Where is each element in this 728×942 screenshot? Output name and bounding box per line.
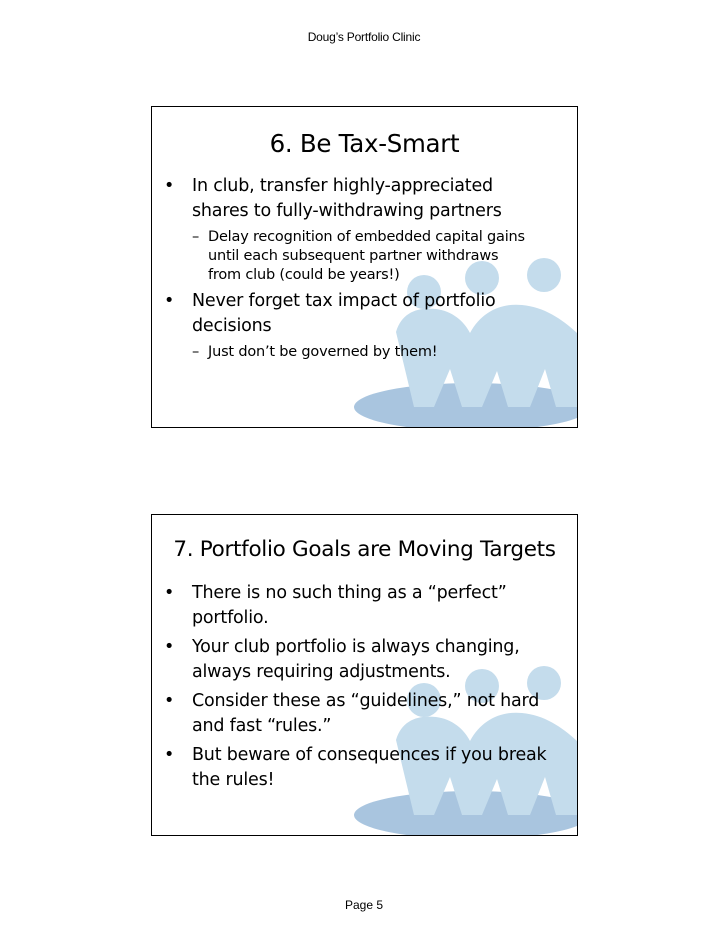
sub-bullet-line: Delay recognition of embedded capital gains	[208, 229, 525, 245]
bullet-icon: •	[164, 745, 175, 765]
bullet-line: In club, transfer highly-appreciated	[192, 176, 493, 196]
bullet-list	[164, 174, 574, 362]
bullet-line: But beware of consequences if you break	[192, 745, 547, 765]
bullet-icon: •	[164, 176, 175, 196]
sub-bullet-line: from club (could be years!)	[208, 267, 400, 283]
bullet-item	[164, 689, 574, 739]
slide-title: 7. Portfolio Goals are Moving Targets	[173, 537, 556, 562]
bullet-line: shares to fully-withdrawing partners	[192, 201, 502, 221]
page-header: Doug’s Portfolio Clinic	[307, 30, 421, 44]
bullet-line: Never forget tax impact of portfolio	[192, 291, 496, 311]
bullet-icon: •	[164, 291, 175, 311]
bullet-item	[164, 174, 574, 224]
bullet-icon: •	[164, 637, 175, 657]
slide-moving-targets	[151, 514, 578, 836]
bullet-line: decisions	[192, 316, 272, 336]
dash-icon: –	[192, 229, 200, 245]
sub-bullet-item	[164, 343, 574, 362]
bullet-icon: •	[164, 583, 175, 603]
bullet-line: There is no such thing as a “perfect”	[192, 583, 507, 603]
bullet-list	[164, 581, 574, 797]
sub-bullet-line: until each subsequent partner withdraws	[208, 248, 499, 264]
sub-bullet-line: Just don’t be governed by them!	[208, 344, 438, 360]
bullet-line: Your club portfolio is always changing,	[192, 637, 520, 657]
bullet-line: portfolio.	[192, 608, 269, 628]
page-number: Page 5	[344, 898, 384, 912]
bullet-line: always requiring adjustments.	[192, 662, 451, 682]
bullet-item	[164, 635, 574, 685]
bullet-item	[164, 289, 574, 339]
dash-icon: –	[192, 344, 200, 360]
slide-title: 6. Be Tax-Smart	[269, 129, 460, 158]
slide-tax-smart	[151, 106, 578, 428]
sub-bullet-item	[164, 228, 574, 285]
bullet-line: the rules!	[192, 770, 275, 790]
bullet-icon: •	[164, 691, 175, 711]
bullet-item	[164, 581, 574, 631]
bullet-line: and fast “rules.”	[192, 716, 332, 736]
bullet-item	[164, 743, 574, 793]
bullet-line: Consider these as “guidelines,” not hard	[192, 691, 540, 711]
